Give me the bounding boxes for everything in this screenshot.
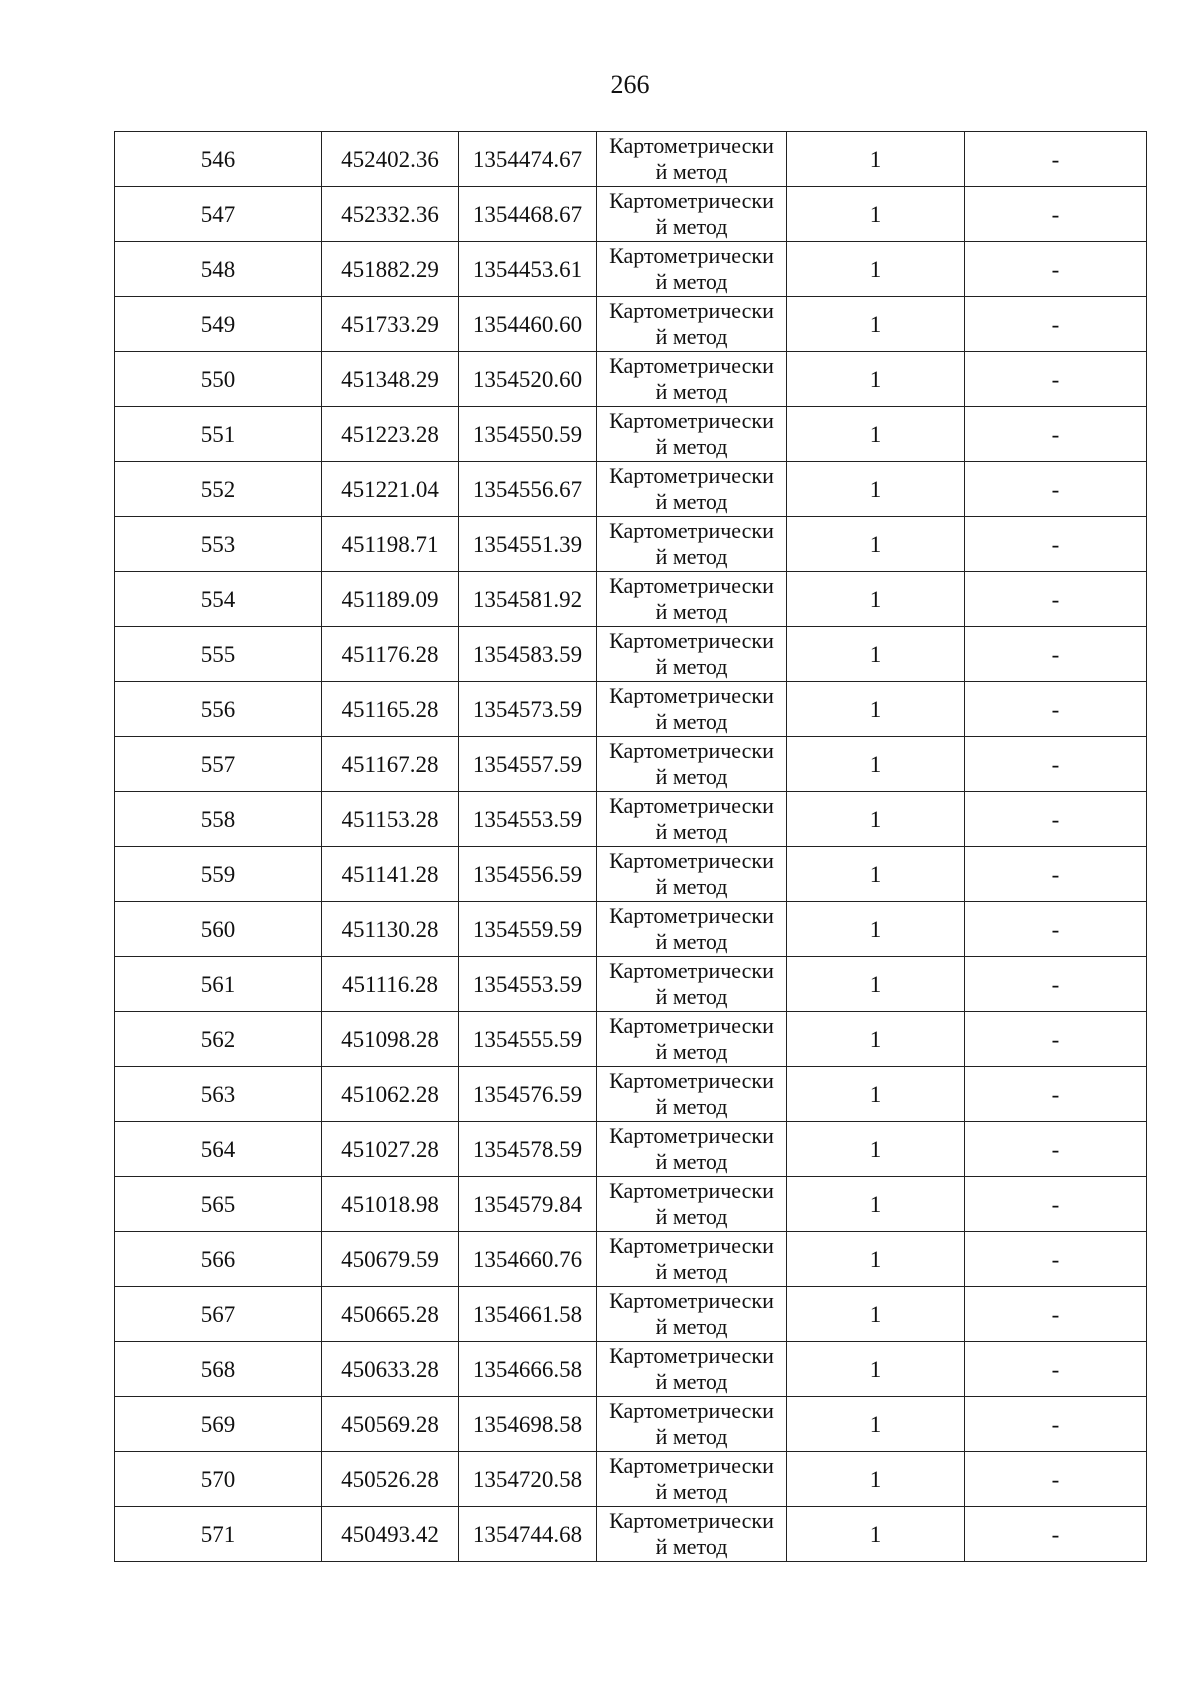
y-coordinate-cell: 1354720.58 — [459, 1452, 597, 1507]
y-coordinate-cell: 1354520.60 — [459, 352, 597, 407]
method-text-line2: й метод — [655, 1534, 728, 1559]
table-row — [115, 572, 1147, 627]
y-coordinate-cell: 1354583.59 — [459, 627, 597, 682]
method-text-line1: Картометрически — [609, 243, 774, 268]
y-coordinate-cell: 1354573.59 — [459, 682, 597, 737]
y-coordinate-cell: 1354468.67 — [459, 187, 597, 242]
x-coordinate-cell: 450569.28 — [322, 1397, 459, 1452]
table-row — [115, 187, 1147, 242]
method-cell — [597, 1122, 787, 1177]
y-coordinate-cell: 1354556.59 — [459, 847, 597, 902]
method-text-line2: й метод — [655, 1314, 728, 1339]
table-row — [115, 1507, 1147, 1562]
method-cell — [597, 1067, 787, 1122]
point-number-cell: 547 — [115, 187, 322, 242]
table-row — [115, 627, 1147, 682]
method-text-line1: Картометрически — [609, 1343, 774, 1368]
table-row — [115, 1177, 1147, 1232]
point-number-cell: 569 — [115, 1397, 322, 1452]
point-number-cell: 549 — [115, 297, 322, 352]
method-text-line1: Картометрически — [609, 683, 774, 708]
method-cell — [597, 847, 787, 902]
note-cell: - — [965, 572, 1147, 627]
point-number-cell: 554 — [115, 572, 322, 627]
x-coordinate-cell: 451116.28 — [322, 957, 459, 1012]
accuracy-cell: 1 — [787, 242, 965, 297]
method-text-line2: й метод — [655, 874, 728, 899]
point-number-cell: 559 — [115, 847, 322, 902]
y-coordinate-cell: 1354555.59 — [459, 1012, 597, 1067]
note-cell: - — [965, 242, 1147, 297]
method-text-line1: Картометрически — [609, 1178, 774, 1203]
point-number-cell: 551 — [115, 407, 322, 462]
method-cell — [597, 1452, 787, 1507]
method-text-line2: й метод — [655, 379, 728, 404]
x-coordinate-cell: 451027.28 — [322, 1122, 459, 1177]
method-text-line1: Картометрически — [609, 133, 774, 158]
method-cell — [597, 792, 787, 847]
accuracy-cell: 1 — [787, 1452, 965, 1507]
page-number: 266 — [610, 70, 650, 99]
method-text-line1: Картометрически — [609, 628, 774, 653]
method-text-line2: й метод — [655, 544, 728, 569]
note-cell: - — [965, 517, 1147, 572]
x-coordinate-cell: 450633.28 — [322, 1342, 459, 1397]
method-text-line1: Картометрически — [609, 848, 774, 873]
note-cell: - — [965, 902, 1147, 957]
method-text-line1: Картометрически — [609, 1453, 774, 1478]
y-coordinate-cell: 1354460.60 — [459, 297, 597, 352]
method-text-line2: й метод — [655, 929, 728, 954]
x-coordinate-cell: 452332.36 — [322, 187, 459, 242]
table-row — [115, 792, 1147, 847]
method-text-line2: й метод — [655, 1204, 728, 1229]
method-text-line1: Картометрически — [609, 958, 774, 983]
table-row — [115, 1067, 1147, 1122]
accuracy-cell: 1 — [787, 1177, 965, 1232]
point-number-cell: 571 — [115, 1507, 322, 1562]
method-text-line2: й метод — [655, 654, 728, 679]
accuracy-cell: 1 — [787, 682, 965, 737]
method-cell — [597, 407, 787, 462]
accuracy-cell: 1 — [787, 1232, 965, 1287]
point-number-cell: 570 — [115, 1452, 322, 1507]
x-coordinate-cell: 451130.28 — [322, 902, 459, 957]
point-number-cell: 561 — [115, 957, 322, 1012]
y-coordinate-cell: 1354474.67 — [459, 132, 597, 187]
y-coordinate-cell: 1354559.59 — [459, 902, 597, 957]
method-cell — [597, 737, 787, 792]
x-coordinate-cell: 451141.28 — [322, 847, 459, 902]
method-cell — [597, 1012, 787, 1067]
y-coordinate-cell: 1354666.58 — [459, 1342, 597, 1397]
note-cell: - — [965, 847, 1147, 902]
point-number-cell: 550 — [115, 352, 322, 407]
method-text-line1: Картометрически — [609, 1123, 774, 1148]
x-coordinate-cell: 451176.28 — [322, 627, 459, 682]
x-coordinate-cell: 451165.28 — [322, 682, 459, 737]
accuracy-cell: 1 — [787, 297, 965, 352]
y-coordinate-cell: 1354557.59 — [459, 737, 597, 792]
x-coordinate-cell: 451098.28 — [322, 1012, 459, 1067]
table-row — [115, 517, 1147, 572]
method-cell — [597, 1507, 787, 1562]
method-text-line2: й метод — [655, 214, 728, 239]
accuracy-cell: 1 — [787, 792, 965, 847]
method-cell — [597, 1177, 787, 1232]
note-cell: - — [965, 1177, 1147, 1232]
method-cell — [597, 572, 787, 627]
accuracy-cell: 1 — [787, 187, 965, 242]
table-row — [115, 407, 1147, 462]
method-text-line1: Картометрически — [609, 738, 774, 763]
method-cell — [597, 517, 787, 572]
accuracy-cell: 1 — [787, 1287, 965, 1342]
table-row — [115, 1452, 1147, 1507]
y-coordinate-cell: 1354576.59 — [459, 1067, 597, 1122]
note-cell: - — [965, 957, 1147, 1012]
method-text-line1: Картометрически — [609, 573, 774, 598]
y-coordinate-cell: 1354578.59 — [459, 1122, 597, 1177]
method-cell — [597, 627, 787, 682]
method-cell — [597, 352, 787, 407]
x-coordinate-cell: 450526.28 — [322, 1452, 459, 1507]
accuracy-cell: 1 — [787, 132, 965, 187]
note-cell: - — [965, 1397, 1147, 1452]
method-text-line2: й метод — [655, 1424, 728, 1449]
y-coordinate-cell: 1354660.76 — [459, 1232, 597, 1287]
y-coordinate-cell: 1354579.84 — [459, 1177, 597, 1232]
method-text-line1: Картометрически — [609, 1398, 774, 1423]
table-row — [115, 462, 1147, 517]
point-number-cell: 564 — [115, 1122, 322, 1177]
note-cell: - — [965, 1452, 1147, 1507]
method-text-line2: й метод — [655, 1369, 728, 1394]
point-number-cell: 562 — [115, 1012, 322, 1067]
accuracy-cell: 1 — [787, 407, 965, 462]
x-coordinate-cell: 451153.28 — [322, 792, 459, 847]
point-number-cell: 560 — [115, 902, 322, 957]
method-text-line2: й метод — [655, 599, 728, 624]
note-cell: - — [965, 352, 1147, 407]
method-text-line2: й метод — [655, 159, 728, 184]
point-number-cell: 556 — [115, 682, 322, 737]
table-row — [115, 1012, 1147, 1067]
accuracy-cell: 1 — [787, 847, 965, 902]
method-cell — [597, 1397, 787, 1452]
accuracy-cell: 1 — [787, 572, 965, 627]
table-row — [115, 902, 1147, 957]
note-cell: - — [965, 1507, 1147, 1562]
y-coordinate-cell: 1354556.67 — [459, 462, 597, 517]
point-number-cell: 546 — [115, 132, 322, 187]
method-cell — [597, 187, 787, 242]
accuracy-cell: 1 — [787, 1067, 965, 1122]
point-number-cell: 557 — [115, 737, 322, 792]
x-coordinate-cell: 451223.28 — [322, 407, 459, 462]
table-row — [115, 737, 1147, 792]
note-cell: - — [965, 462, 1147, 517]
method-cell — [597, 462, 787, 517]
method-text-line2: й метод — [655, 984, 728, 1009]
method-text-line1: Картометрически — [609, 463, 774, 488]
y-coordinate-cell: 1354553.59 — [459, 957, 597, 1012]
accuracy-cell: 1 — [787, 1012, 965, 1067]
method-cell — [597, 682, 787, 737]
method-text-line1: Картометрически — [609, 1233, 774, 1258]
accuracy-cell: 1 — [787, 1397, 965, 1452]
point-number-cell: 555 — [115, 627, 322, 682]
point-number-cell: 548 — [115, 242, 322, 297]
accuracy-cell: 1 — [787, 627, 965, 682]
note-cell: - — [965, 1122, 1147, 1177]
method-text-line2: й метод — [655, 764, 728, 789]
method-cell — [597, 957, 787, 1012]
x-coordinate-cell: 451198.71 — [322, 517, 459, 572]
note-cell: - — [965, 737, 1147, 792]
note-cell: - — [965, 682, 1147, 737]
note-cell: - — [965, 1012, 1147, 1067]
x-coordinate-cell: 450493.42 — [322, 1507, 459, 1562]
point-number-cell: 563 — [115, 1067, 322, 1122]
table-row — [115, 1122, 1147, 1177]
table-row — [115, 242, 1147, 297]
x-coordinate-cell: 451018.98 — [322, 1177, 459, 1232]
method-text-line2: й метод — [655, 1094, 728, 1119]
x-coordinate-cell: 451221.04 — [322, 462, 459, 517]
accuracy-cell: 1 — [787, 737, 965, 792]
note-cell: - — [965, 407, 1147, 462]
point-number-cell: 553 — [115, 517, 322, 572]
x-coordinate-cell: 452402.36 — [322, 132, 459, 187]
accuracy-cell: 1 — [787, 462, 965, 517]
y-coordinate-cell: 1354581.92 — [459, 572, 597, 627]
point-number-cell: 568 — [115, 1342, 322, 1397]
method-text-line2: й метод — [655, 819, 728, 844]
method-text-line2: й метод — [655, 269, 728, 294]
table-row — [115, 1397, 1147, 1452]
accuracy-cell: 1 — [787, 902, 965, 957]
method-text-line2: й метод — [655, 324, 728, 349]
method-text-line1: Картометрически — [609, 518, 774, 543]
x-coordinate-cell: 451062.28 — [322, 1067, 459, 1122]
note-cell: - — [965, 627, 1147, 682]
method-cell — [597, 1287, 787, 1342]
point-number-cell: 567 — [115, 1287, 322, 1342]
note-cell: - — [965, 1067, 1147, 1122]
accuracy-cell: 1 — [787, 1507, 965, 1562]
method-cell — [597, 1342, 787, 1397]
method-text-line2: й метод — [655, 709, 728, 734]
accuracy-cell: 1 — [787, 352, 965, 407]
y-coordinate-cell: 1354661.58 — [459, 1287, 597, 1342]
method-text-line2: й метод — [655, 1479, 728, 1504]
accuracy-cell: 1 — [787, 517, 965, 572]
table-row — [115, 132, 1147, 187]
method-text-line2: й метод — [655, 1259, 728, 1284]
point-number-cell: 558 — [115, 792, 322, 847]
table-row — [115, 957, 1147, 1012]
table-body — [115, 132, 1147, 1562]
note-cell: - — [965, 1342, 1147, 1397]
table-row — [115, 682, 1147, 737]
x-coordinate-cell: 451882.29 — [322, 242, 459, 297]
method-cell — [597, 297, 787, 352]
method-cell — [597, 242, 787, 297]
table-row — [115, 1287, 1147, 1342]
x-coordinate-cell: 451733.29 — [322, 297, 459, 352]
y-coordinate-cell: 1354551.39 — [459, 517, 597, 572]
point-number-cell: 566 — [115, 1232, 322, 1287]
method-text-line1: Картометрически — [609, 793, 774, 818]
method-text-line1: Картометрически — [609, 1013, 774, 1038]
method-text-line1: Картометрически — [609, 353, 774, 378]
x-coordinate-cell: 451348.29 — [322, 352, 459, 407]
x-coordinate-cell: 451167.28 — [322, 737, 459, 792]
point-number-cell: 552 — [115, 462, 322, 517]
accuracy-cell: 1 — [787, 957, 965, 1012]
method-text-line2: й метод — [655, 1039, 728, 1064]
table-row — [115, 352, 1147, 407]
note-cell: - — [965, 792, 1147, 847]
method-cell — [597, 902, 787, 957]
y-coordinate-cell: 1354550.59 — [459, 407, 597, 462]
note-cell: - — [965, 1232, 1147, 1287]
accuracy-cell: 1 — [787, 1122, 965, 1177]
method-text-line1: Картометрически — [609, 298, 774, 323]
y-coordinate-cell: 1354698.58 — [459, 1397, 597, 1452]
method-text-line1: Картометрически — [609, 1068, 774, 1093]
x-coordinate-cell: 451189.09 — [322, 572, 459, 627]
method-text-line1: Картометрически — [609, 408, 774, 433]
point-number-cell: 565 — [115, 1177, 322, 1232]
table-row — [115, 847, 1147, 902]
y-coordinate-cell: 1354453.61 — [459, 242, 597, 297]
note-cell: - — [965, 187, 1147, 242]
y-coordinate-cell: 1354553.59 — [459, 792, 597, 847]
table-row — [115, 1342, 1147, 1397]
method-text-line2: й метод — [655, 434, 728, 459]
method-text-line1: Картометрически — [609, 1288, 774, 1313]
table-row — [115, 1232, 1147, 1287]
method-cell — [597, 1232, 787, 1287]
method-text-line1: Картометрически — [609, 903, 774, 928]
x-coordinate-cell: 450679.59 — [322, 1232, 459, 1287]
table-row — [115, 297, 1147, 352]
accuracy-cell: 1 — [787, 1342, 965, 1397]
y-coordinate-cell: 1354744.68 — [459, 1507, 597, 1562]
note-cell: - — [965, 132, 1147, 187]
method-text-line1: Картометрически — [609, 1508, 774, 1533]
note-cell: - — [965, 1287, 1147, 1342]
note-cell: - — [965, 297, 1147, 352]
method-text-line1: Картометрически — [609, 188, 774, 213]
x-coordinate-cell: 450665.28 — [322, 1287, 459, 1342]
method-text-line2: й метод — [655, 489, 728, 514]
method-text-line2: й метод — [655, 1149, 728, 1174]
coordinates-table — [114, 131, 1147, 1562]
method-cell — [597, 132, 787, 187]
